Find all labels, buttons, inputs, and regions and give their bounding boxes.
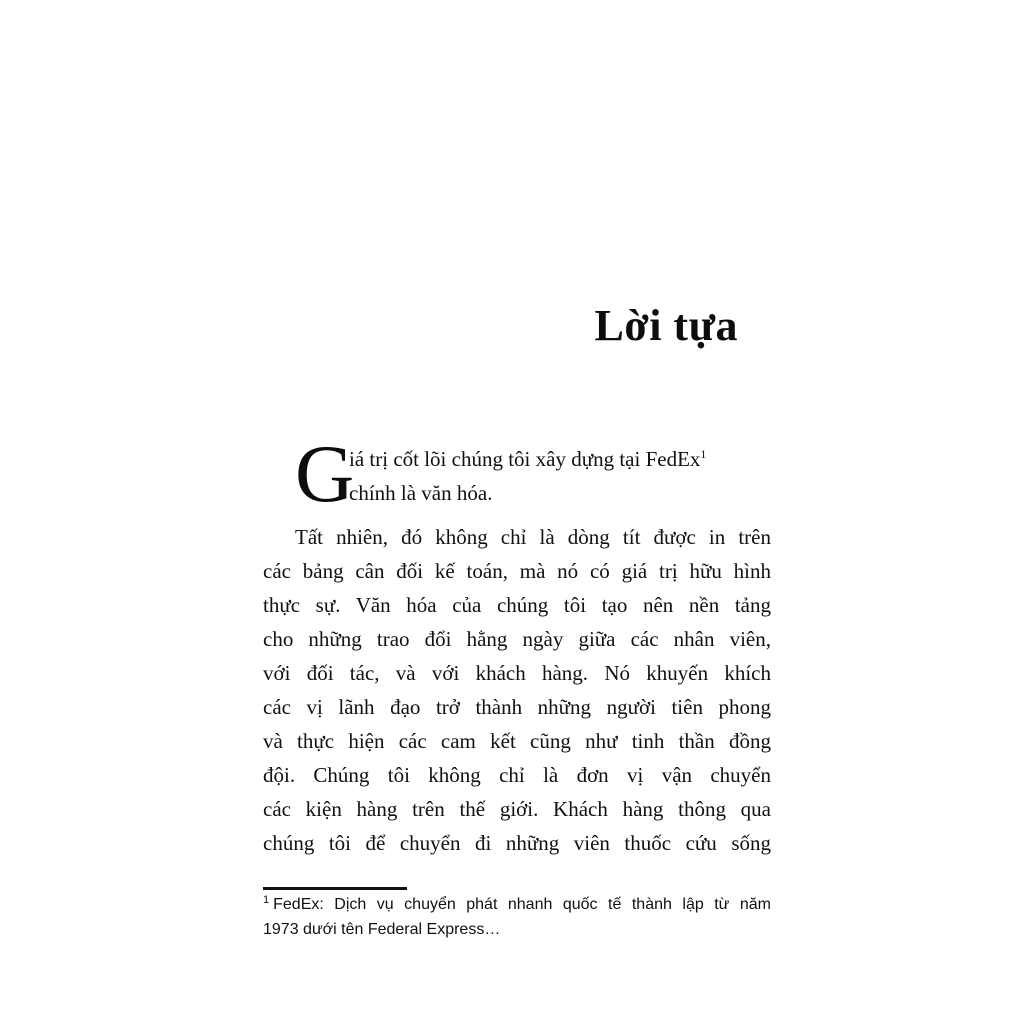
- footnote-line-1: [263, 892, 771, 917]
- paragraph-line: với đối tác, và với khách hàng. Nó khuyến khích: [263, 661, 771, 685]
- opening-line-1-text: iá trị cốt lõi chúng tôi xây dựng tại FedEx: [349, 447, 701, 471]
- opening-paragraph: [263, 428, 771, 519]
- footnote-mark: 1: [263, 893, 270, 906]
- paragraph-line: các kiện hàng trên thế giới. Khách hàng thông qua: [263, 797, 771, 821]
- paragraph: [263, 520, 771, 860]
- footnote-line-2: 1973 dưới tên Federal Express…: [263, 921, 501, 938]
- footnote-line-1-text: FedEx: Dịch vụ chuyển phát nhanh quốc tế thành lập từ năm: [273, 896, 771, 913]
- body-text: [263, 428, 771, 860]
- drop-cap: G: [295, 428, 355, 519]
- paragraph-line: chúng tôi để chuyển đi những viên thuốc cứu sống: [263, 831, 771, 855]
- paragraph-line: cho những trao đổi hằng ngày giữa các nhân viên,: [263, 627, 771, 651]
- footnote-reference: 1: [700, 447, 707, 461]
- footnote-divider: [263, 887, 407, 890]
- paragraph-line: và thực hiện các cam kết cũng như tinh thần đồng: [263, 729, 771, 753]
- paragraph-line: thực sự. Văn hóa của chúng tôi tạo nên nền tảng: [263, 593, 771, 617]
- paragraph-line: các bảng cân đối kế toán, mà nó có giá trị hữu hình: [263, 559, 771, 583]
- paragraph-line: Tất nhiên, đó không chỉ là dòng tít được in trên: [295, 525, 771, 549]
- chapter-title: Lời tựa: [594, 301, 738, 350]
- paragraph-line: các vị lãnh đạo trở thành những người tiên phong: [263, 695, 771, 719]
- opening-line-1: [349, 442, 706, 476]
- footnote: [263, 892, 771, 942]
- paragraph-line: đội. Chúng tôi không chỉ là đơn vị vận chuyển: [263, 763, 771, 787]
- opening-line-2: chính là văn hóa.: [349, 481, 493, 505]
